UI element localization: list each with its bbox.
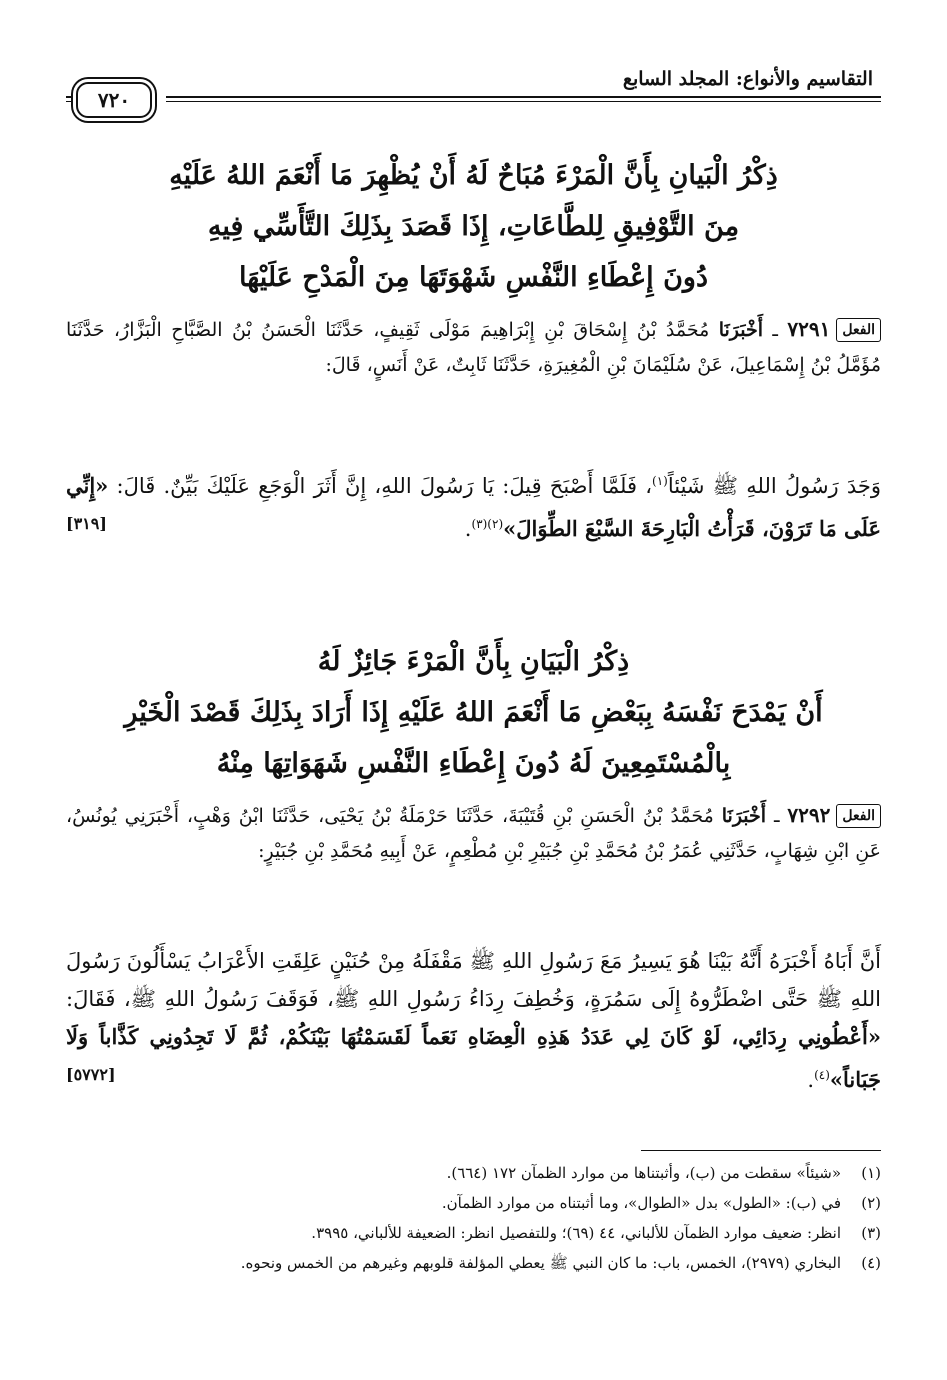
matn-end: .	[464, 517, 472, 541]
header-rule	[166, 96, 881, 98]
footnote	[66, 1158, 881, 1188]
footnote-marker: (٤)	[814, 1068, 830, 1082]
reference-number: [٣١٩]	[66, 514, 107, 533]
hadith1-matn	[66, 462, 881, 548]
isnad-text: مُحَمَّدُ بْنُ الْحَسَنِ بْنِ قُتَيْبَةَ، حَدَّثَنَا حَرْمَلَةُ بْنُ يَحْيَى، حَدَّثَنَا ابْنُ وَهْبٍ، أَخْبَرَنِي يُونُسُ، عَنِ ابْنِ شِهَابٍ، حَدَّثَنِي عُمَرُ بْنُ مُحَمَّدِ بْنِ جُبَيْرِ بْنِ مُطْعِمٍ، عَنْ أَبِيهِ مُحَمَّدِ بْنِ جُبَيْرٍ:	[66, 805, 881, 862]
matn-text: أَنَّ أَبَاهُ أَخْبَرَهُ أَنَّهُ بَيْنَا هُوَ يَسِيرُ مَعَ رَسُولِ اللهِ ﷺ مَقْفَلَهُ مِنْ حُنَيْنٍ عَلِقَتِ الأَعْرَابُ يَسْأَلُونَ رَسُولَ اللهِ ﷺ حَتَّى اضْطَرُّوهُ إِلَى سَمُرَةٍ، وَخُطِفَ رِدَاءُ رَسُولِ اللهِ ﷺ، فَوَقَفَ رَسُولُ اللهِ ﷺ، فَقَالَ:	[66, 949, 881, 1011]
hadith2-matn	[66, 942, 881, 1099]
heading-line: دُونَ إِعْطَاءِ النَّفْسِ شَهْوَتَهَا مِنَ الْمَدْحِ عَلَيْهَا	[239, 262, 708, 293]
matn-end: .	[807, 1068, 815, 1092]
footnotes	[66, 1158, 881, 1278]
hadith-number: ٧٢٩١	[787, 317, 831, 341]
akhbarana-word: أَخْبَرَنَا	[718, 319, 764, 341]
matn-text: وَجَدَ رَسُولُ اللهِ ﷺ شَيْئاً	[667, 474, 882, 498]
header-rule-thin	[166, 101, 881, 102]
matn-text: ، فَلَمَّا أَصْبَحَ قِيلَ: يَا رَسُولَ اللهِ، إِنَّ أَثَرَ الْوَجَعِ عَلَيْكَ بَيِّنٌ. قَالَ:	[116, 474, 653, 498]
hadith1-isnad: الفعل٧٢٩١ ـ أَخْبَرَنَا مُحَمَّدُ بْنُ إِسْحَاقَ بْنِ إِبْرَاهِيمَ مَوْلَى ثَقِيفٍ، حَدَّثَنَا الْحَسَنُ بْنُ الصَّبَّاحِ الْبَزَّارُ، حَدَّثَنَا مُؤَمَّلُ بْنُ إِسْمَاعِيلَ، عَنْ سُلَيْمَانَ بْنِ الْمُغِيرَةِ، حَدَّثَنَا ثَابِتٌ، عَنْ أَنَسٍ، قَالَ:	[66, 317, 881, 376]
prophet-quote: «إِنِّي عَلَى مَا تَرَوْنَ، قَرَأْتُ الْبَارِحَةَ السَّبْعَ الطِّوَالَ»	[66, 473, 881, 541]
section1-heading	[66, 150, 881, 303]
heading-line: ذِكْرُ الْبَيانِ بِأَنَّ الْمَرْءَ مُبَاحٌ لَهُ أَنْ يُظْهِرَ مَا أَنْعَمَ اللهُ عَلَيْهِ	[169, 160, 778, 191]
prophet-quote: «أَعْطُونِي رِدَائِي، لَوْ كَانَ لِي عَدَدُ هَذِهِ الْعِضَاهِ نَعَماً لَقَسَمْتُهَا بَيْنَكُمْ، ثُمَّ لَا تَجِدُونِي كَذَّاباً وَلَا جَبَاناً»	[66, 1024, 881, 1092]
footnote-number: (٤)	[861, 1254, 881, 1272]
footnote-number: (٢)	[861, 1194, 881, 1212]
hadith-type-tag: الفعل	[836, 318, 881, 342]
footnote-text: «شيئاً» سقطت من (ب)، وأثبتناها من موارد الظمآن ١٧٢ (٦٦٤).	[446, 1164, 841, 1182]
page-header	[66, 62, 881, 132]
heading-line: بِالْمُسْتَمِعِينَ لَهُ دُونَ إِعْطَاءِ النَّفْسِ شَهَوَاتِهَا مِنْهُ	[216, 748, 731, 779]
footnote-number: (٣)	[861, 1224, 881, 1242]
hadith2-isnad: الفعل٧٢٩٢ ـ أَخْبَرَنَا مُحَمَّدُ بْنُ الْحَسَنِ بْنِ قُتَيْبَةَ، حَدَّثَنَا حَرْمَلَةُ بْنُ يَحْيَى، حَدَّثَنَا ابْنُ وَهْبٍ، أَخْبَرَنِي يُونُسُ، عَنِ ابْنِ شِهَابٍ، حَدَّثَنِي عُمَرُ بْنُ مُحَمَّدِ بْنِ جُبَيْرِ بْنِ مُطْعِمٍ، عَنْ أَبِيهِ مُحَمَّدِ بْنِ جُبَيْرٍ:	[66, 803, 881, 862]
header-rule-left	[66, 96, 74, 98]
footnote-marker: (١)	[652, 474, 668, 488]
footnote	[66, 1218, 881, 1248]
footnote-separator	[641, 1150, 881, 1151]
footnote-marker: (٢)(٣)	[471, 517, 504, 531]
heading-line: ذِكْرُ الْبَيَانِ بِأَنَّ الْمَرْءَ جَائِزٌ لَهُ	[317, 646, 630, 677]
hadith-type-tag: الفعل	[836, 804, 881, 828]
section2-heading	[66, 636, 881, 789]
akhbarana-word: أَخْبَرَنَا	[721, 805, 767, 827]
footnote-text: انظر: ضعيف موارد الظمآن للألباني، ٤٤ (٦٩)؛ وللتفصيل انظر: الضعيفة للألباني، ٣٩٩٥.	[311, 1224, 841, 1242]
reference-number: [٥٧٧٢]	[66, 1065, 116, 1084]
footnote-number: (١)	[861, 1164, 881, 1182]
footnote-text: البخاري (٢٩٧٩)، الخمس، باب: ما كان النبي ﷺ يعطي المؤلفة قلوبهم وغيرهم من الخمس ونحوه.	[240, 1254, 841, 1272]
heading-line: أَنْ يَمْدَحَ نَفْسَهُ بِبَعْضِ مَا أَنْعَمَ اللهُ عَلَيْهِ إِذَا أَرَادَ بِذَلِكَ قَصْدَ الْخَيْرِ	[124, 697, 823, 728]
page-number: ٧٢٠	[76, 82, 152, 118]
footnote	[66, 1188, 881, 1218]
footnote	[66, 1248, 881, 1278]
hadith-number: ٧٢٩٢	[787, 803, 831, 827]
header-rule-left-thin	[66, 101, 74, 102]
isnad-text: مُحَمَّدُ بْنُ إِسْحَاقَ بْنِ إِبْرَاهِيمَ مَوْلَى ثَقِيفٍ، حَدَّثَنَا الْحَسَنُ بْنُ الصَّبَّاحِ الْبَزَّارُ، حَدَّثَنَا مُؤَمَّلُ بْنُ إِسْمَاعِيلَ، عَنْ سُلَيْمَانَ بْنِ الْمُغِيرَةِ، حَدَّثَنَا ثَابِتٌ، عَنْ أَنَسٍ، قَالَ:	[66, 319, 881, 376]
running-title: التقاسيم والأنواع: المجلد السابع	[622, 68, 873, 90]
heading-line: مِنَ التَّوْفِيقِ لِلطَّاعَاتِ، إِذَا قَصَدَ بِذَلِكَ التَّأَسِّي فِيهِ	[207, 211, 740, 242]
footnote-text: في (ب): «الطول» بدل «الطوال»، وما أثبتناه من موارد الظمآن.	[441, 1194, 841, 1212]
